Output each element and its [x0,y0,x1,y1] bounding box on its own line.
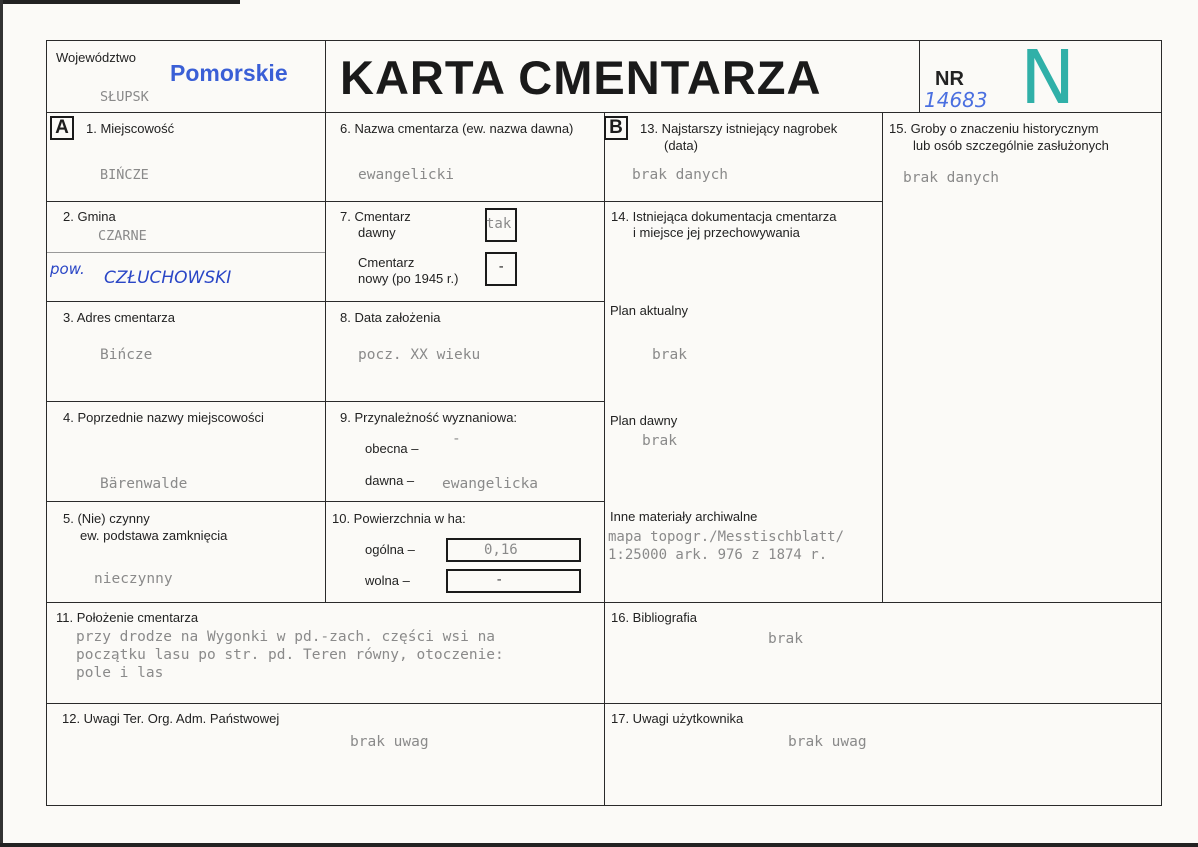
field-5-value: nieczynny [94,571,173,587]
field-10-ogolna-value: 0,16 [484,542,518,558]
field-8-value: pocz. XX wieku [358,347,481,363]
wojewodztwo-value: SŁUPSK [100,89,149,105]
field-9-label: 9. Przynależność wyznaniowa: [340,410,518,425]
field-10-wolna-value: - [495,572,504,588]
field-13-label-line1: 13. Najstarszy istniejący nagrobek [640,121,838,136]
plan-dawny-value: brak [642,433,677,449]
card-edge-top [0,0,240,4]
section-a-letter: A [50,116,74,140]
field-4-label: 4. Poprzednie nazwy miejscowości [63,410,264,425]
inne-materialy-line1: mapa topogr./Messtischblatt/ [608,529,845,545]
field-2-divider [47,252,325,253]
field-2-handwritten: CZŁUCHOWSKI [104,268,232,288]
field-12-label: 12. Uwagi Ter. Org. Adm. Państwowej [62,711,280,726]
field-11-label: 11. Położenie cmentarza [56,610,199,625]
field-3-value: Bińcze [100,347,153,363]
field-17-label: 17. Uwagi użytkownika [611,711,744,726]
field-2-label: 2. Gmina [63,209,116,224]
field-10-ogolna-label: ogólna – [365,542,415,557]
field-7-label-line2: dawny [358,225,396,240]
field-10-wolna-box [446,569,581,593]
field-16-value: brak [768,631,803,647]
field-11-line1: przy drodze na Wygonki w pd.-zach. części wsi na [76,629,496,645]
plan-aktualny-value: brak [652,347,687,363]
nr-label: NR [935,68,964,90]
inne-materialy-label: Inne materiały archiwalne [610,509,758,524]
field-7-label-line1: 7. Cmentarz [340,209,411,224]
field-13-value: brak danych [632,167,729,183]
field-9-obecna-label: obecna – [365,441,419,456]
field-7-nowy-line1: Cmentarz [358,255,415,270]
field-9-dawna-label: dawna – [365,473,415,488]
field-3-label: 3. Adres cmentarza [63,310,175,325]
page-title: KARTA CMENTARZA [340,51,822,104]
field-7-nowy-value: - [497,259,506,275]
field-14-label-line1: 14. Istniejąca dokumentacja cmentarza [611,209,837,224]
field-15-label-line1: 15. Groby o znaczeniu historycznym [889,121,1099,136]
field-16-label: 16. Bibliografia [611,610,697,625]
field-11-line3: pole i las [76,665,164,681]
field-2-handwritten-prefix: pow. [50,260,85,278]
field-15-value: brak danych [903,170,1000,186]
card-edge-left [0,0,3,847]
field-5-label-line2: ew. podstawa zamknięcia [80,528,228,543]
field-10-wolna-label: wolna – [365,573,410,588]
field-11-line2: początku lasu po str. pd. Teren równy, otoczenie: [76,647,504,663]
inne-materialy-line2: 1:25000 ark. 976 z 1874 r. [608,547,828,563]
field-2-value: CZARNE [98,228,147,244]
field-1-label: 1. Miejscowość [86,121,175,136]
field-17-value: brak uwag [788,734,867,750]
plan-aktualny-label: Plan aktualny [610,303,689,318]
plan-dawny-label: Plan dawny [610,413,678,428]
wojewodztwo-stamp: Pomorskie [170,60,288,86]
field-13-label-line2: (data) [664,138,698,153]
field-4-value: Bärenwalde [100,476,188,492]
field-14-label-line2: i miejsce jej przechowywania [633,225,800,240]
field-8-label: 8. Data założenia [340,310,441,325]
field-1-value: BIŃCZE [100,167,149,183]
field-12-value: brak uwag [350,734,429,750]
field-10-label: 10. Powierzchnia w ha: [332,511,466,526]
field-7-nowy-line2: nowy (po 1945 r.) [358,271,459,286]
field-9-obecna-value: - [452,431,461,447]
field-5-label-line1: 5. (Nie) czynny [63,511,150,526]
field-7-dawny-value: tak [486,216,512,232]
field-15-label-line2: lub osób szczególnie zasłużonych [913,138,1109,153]
nr-mark: N [1020,35,1076,121]
section-b-letter: B [604,116,628,140]
field-6-value: ewangelicki [358,167,455,183]
field-9-dawna-value: ewangelicka [442,476,539,492]
wojewodztwo-label: Województwo [56,50,136,65]
field-6-label: 6. Nazwa cmentarza (ew. nazwa dawna) [340,121,574,136]
card-edge-bottom [0,843,1198,847]
nr-handwritten: 14683 [924,88,988,112]
